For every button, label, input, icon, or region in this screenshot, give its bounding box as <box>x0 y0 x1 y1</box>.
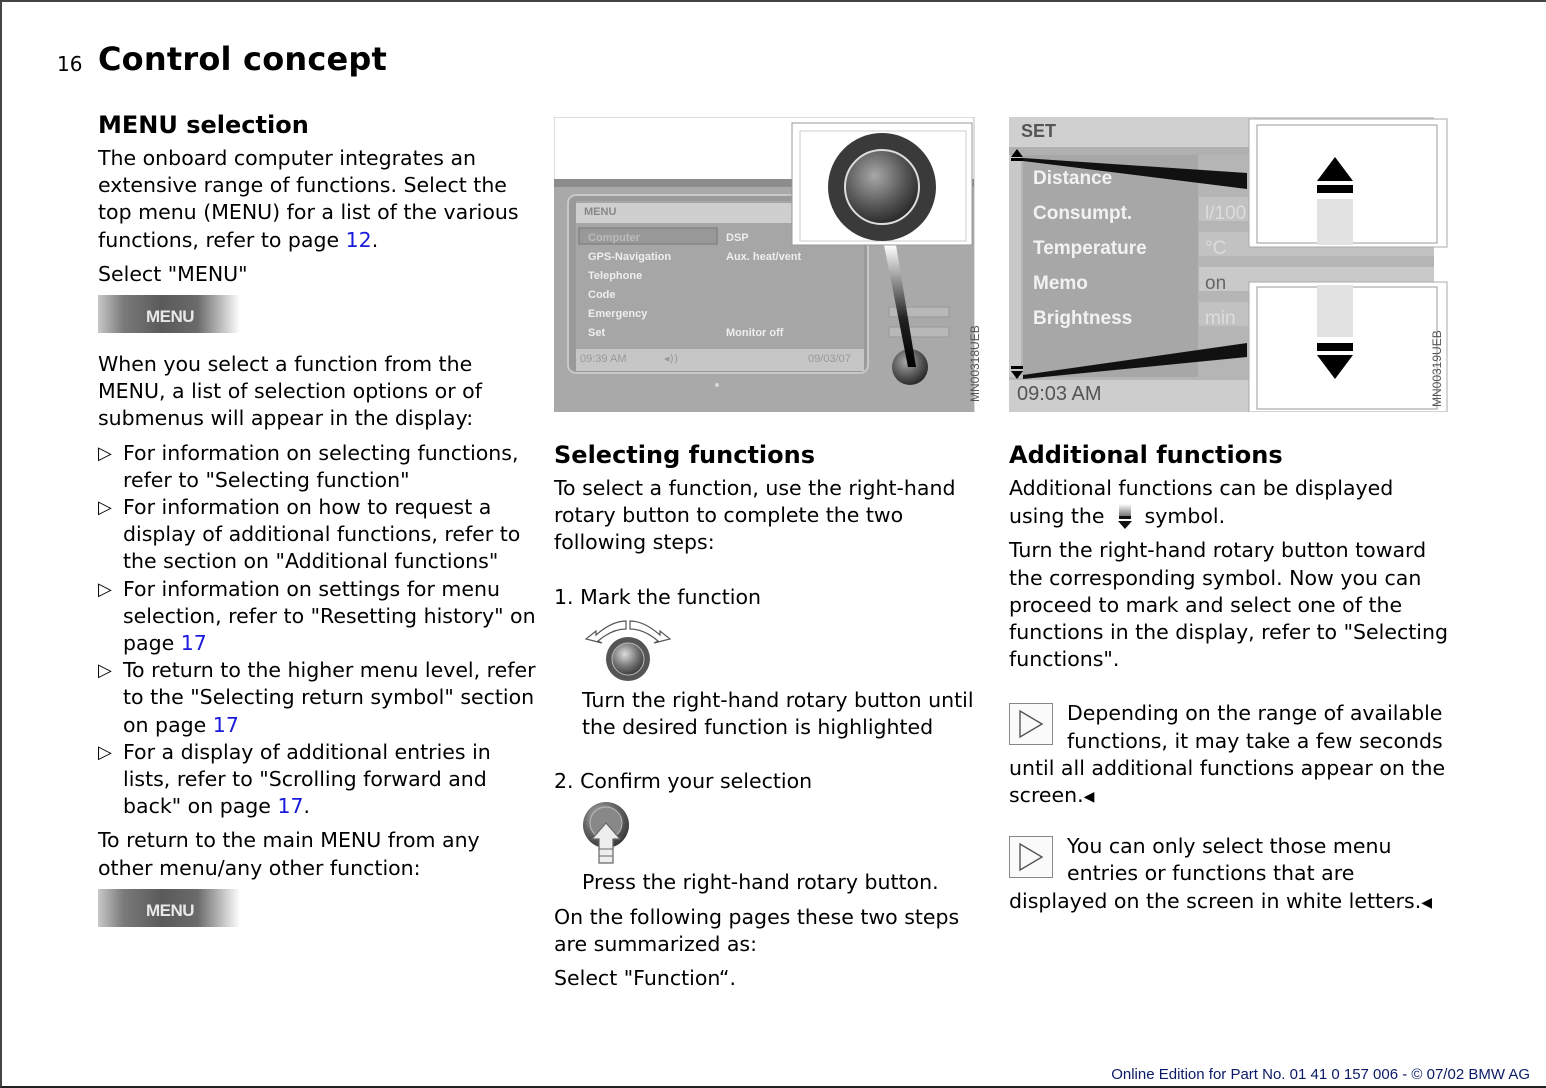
page-link-17[interactable]: 17 <box>277 794 304 819</box>
screen-value: on <box>1205 273 1227 294</box>
page-title: Control concept <box>98 40 388 78</box>
screen-item: Memo <box>1033 273 1088 294</box>
bullet-text: For information on how to request a display of additional functions, refer to the section on "Additional functions" <box>123 495 521 574</box>
screen-left-items <box>588 229 671 343</box>
intro-before: Additional functions can be displayed using the <box>1009 476 1394 529</box>
summary-text: On the following pages these two steps are summarized as: <box>554 904 960 956</box>
bullet-item <box>98 739 538 821</box>
step-1-text: Turn the right-hand rotary button until the desired function is highlighted <box>582 687 974 740</box>
bullet-item <box>98 657 538 739</box>
bullet-item <box>98 576 538 658</box>
rotary-press-icon <box>582 801 632 867</box>
screen-time: 09:03 AM <box>1017 383 1102 405</box>
screen-title: MENU <box>584 206 617 218</box>
screen-title: SET <box>1021 121 1057 141</box>
screen-item: Monitor off <box>726 327 784 339</box>
bullet-item <box>98 494 538 576</box>
menu-button-icon <box>98 889 240 927</box>
additional-intro <box>1009 475 1449 530</box>
screen-item: Code <box>588 289 616 301</box>
menu-selection-heading: MENU selection <box>98 111 309 139</box>
additional-functions-heading: Additional functions <box>1009 441 1283 469</box>
bullet-item <box>98 440 538 494</box>
page-link-17[interactable]: 17 <box>212 712 239 737</box>
screen-item: DSP <box>726 232 749 244</box>
note-range <box>1009 700 1449 811</box>
screen-item: Brightness <box>1033 308 1133 329</box>
intro-end: . <box>371 227 379 252</box>
bullet-text: For a display of additional entries in lists, refer to "Scrolling forward and back" on page <box>123 739 491 819</box>
note-text: You can only select those menu entries or functions that are displayed on the screen in white letters. <box>1009 834 1422 913</box>
step-1-content <box>554 615 994 741</box>
screen-item: Consumpt. <box>1033 203 1133 224</box>
end-of-note-icon: ◀ <box>1083 789 1095 806</box>
screen-item: Computer <box>588 232 640 244</box>
selecting-functions-section <box>554 440 994 999</box>
bullet-triangle-icon: ▷ <box>98 578 112 600</box>
screen-item: Telephone <box>588 270 643 282</box>
intro-text: The onboard computer integrates an extensive range of functions. Select the top menu (MENU) for a list of the various functions, refer to page <box>98 146 519 252</box>
screen-item: Distance <box>1033 168 1113 189</box>
screen-value: °C <box>1205 238 1227 259</box>
menu-button-label: MENU <box>146 307 195 327</box>
bullet-end: . <box>303 794 311 819</box>
note-triangle-icon <box>1009 703 1053 745</box>
menu-display-figure <box>554 117 982 412</box>
additional-functions-section <box>1009 440 1449 939</box>
bullet-text: For information on settings for menu selection, refer to "Resetting history" on page <box>123 576 536 656</box>
scroll-down-icon <box>1115 502 1135 530</box>
info-bullet-list <box>98 440 538 821</box>
screen-item: Set <box>588 327 606 339</box>
step-2-content <box>554 801 994 896</box>
menu-selection-intro <box>98 145 538 254</box>
sound-icon: ◂)) <box>664 352 679 365</box>
select-menu-label: Select "MENU" <box>98 261 248 286</box>
rotary-turn-icon <box>582 615 674 681</box>
return-to-menu-text: To return to the main MENU from any other menu/any other function: <box>98 828 480 880</box>
note-triangle-icon <box>1009 836 1053 878</box>
bullet-text: To return to the higher menu level, refer to the "Selecting return symbol" section on page <box>123 658 536 737</box>
set-display-figure <box>1009 117 1444 412</box>
screen-item: Emergency <box>588 308 648 320</box>
screen-time: 09:39 AM <box>580 353 627 365</box>
figure-code: MN00319UEB <box>1430 330 1444 407</box>
footer-edition-note: Online Edition for Part No. 01 41 0 157 006 - © 07/02 BMW AG <box>1111 1066 1530 1083</box>
step-1-label: 1. Mark the function <box>554 584 762 609</box>
intro-after: symbol. <box>1144 504 1226 529</box>
screen-date: 09/03/07 <box>808 353 851 365</box>
menu-button-icon <box>98 295 240 333</box>
screen-right-items <box>726 229 801 343</box>
step-2-label: 2. Confirm your selection <box>554 769 813 794</box>
screen-item: Temperature <box>1033 238 1147 259</box>
screen-value: min <box>1205 308 1236 329</box>
menu-selection-section <box>98 110 538 945</box>
page-number: 16 <box>57 52 83 76</box>
screen-item: GPS-Navigation <box>588 251 672 263</box>
additional-body: Turn the right-hand rotary button toward the corresponding symbol. Now you can proceed to mark and select one of the functions in the display, refer to "Selecting functions". <box>1009 538 1448 672</box>
end-of-note-icon: ◀ <box>1421 894 1433 911</box>
figure-code: MN00318UEB <box>968 325 982 402</box>
bullet-triangle-icon: ▷ <box>98 442 112 464</box>
screen-values <box>1205 196 1246 336</box>
page-link-17[interactable]: 17 <box>180 631 207 656</box>
note-text: Depending on the range of available functions, it may take a few seconds until all additional functions appear on the screen. <box>1009 701 1446 808</box>
screen-item: Aux. heat/vent <box>726 251 802 263</box>
select-function-text: Select "Function“. <box>554 966 737 991</box>
step-2-text: Press the right-hand rotary button. <box>582 870 939 895</box>
bullet-triangle-icon: ▷ <box>98 660 112 682</box>
screen-items <box>1033 161 1147 336</box>
selecting-functions-heading: Selecting functions <box>554 441 816 469</box>
bullet-text: For information on selecting functions, refer to "Selecting function" <box>123 440 519 492</box>
bullet-triangle-icon: ▷ <box>98 497 112 519</box>
screen-value: l/100 <box>1205 203 1247 224</box>
selecting-intro: To select a function, use the right-hand rotary button to complete the two following steps: <box>554 476 956 555</box>
bullet-triangle-icon: ▷ <box>98 741 112 763</box>
note-white-letters <box>1009 833 1449 917</box>
menu-button-label: MENU <box>146 900 195 920</box>
page-link-12[interactable]: 12 <box>345 227 372 252</box>
list-intro: When you select a function from the MENU, a list of selection options or of submenus will appear in the display: <box>98 352 482 431</box>
